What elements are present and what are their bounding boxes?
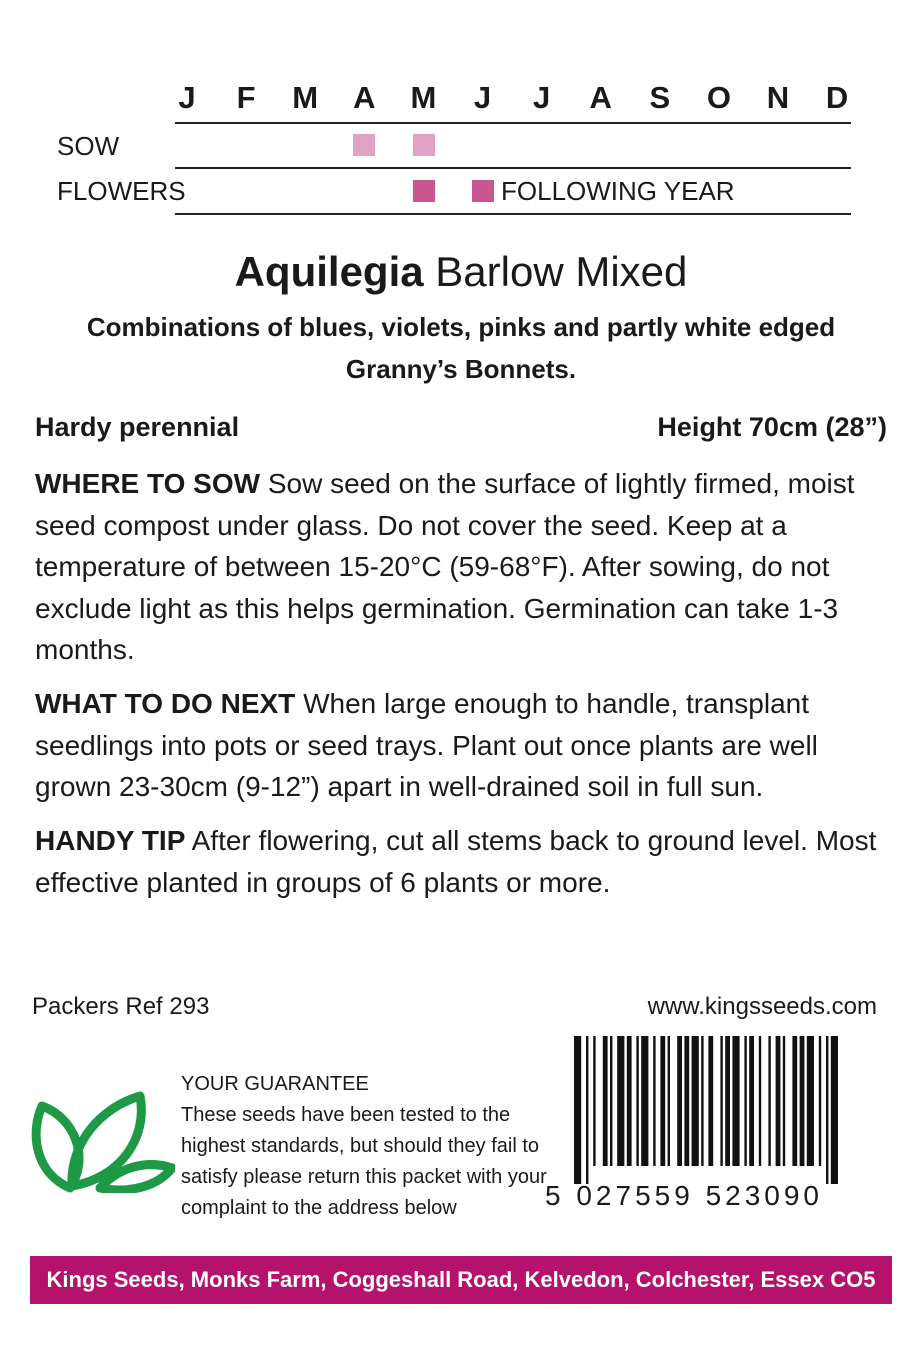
sow-marker-apr bbox=[353, 134, 375, 156]
month-label: N bbox=[766, 80, 790, 115]
month-label: O bbox=[706, 80, 731, 115]
barcode-bar bbox=[668, 1036, 670, 1166]
barcode-bar bbox=[586, 1036, 588, 1184]
section-text: Sow seed on the surface of lightly firmed, moist seed compost under glass. Do not cover the seed. Keep at a temperature of between 15-20°C (59-68°F). After sowing, do not exclude light as this helps germination. Germination can take 1-3 months. bbox=[35, 468, 855, 665]
handy-tip-section bbox=[35, 820, 880, 903]
flowers-row-label: FLOWERS bbox=[57, 176, 186, 206]
barcode-bar bbox=[792, 1036, 797, 1166]
barcode-bar bbox=[708, 1036, 713, 1166]
barcode bbox=[574, 1036, 876, 1184]
section-text: When large enough to handle, transplant seedlings into pots or seed trays. Plant out once plants are well grown 23-30cm (9-12”) apart in well-drained soil in full sun. bbox=[35, 688, 818, 802]
leaf-logo-icon bbox=[30, 1088, 175, 1193]
barcode-bar bbox=[610, 1036, 612, 1166]
barcode-bar bbox=[617, 1036, 624, 1166]
flowers-marker-may bbox=[413, 180, 435, 202]
guarantee-heading: YOUR GUARANTEE bbox=[181, 1073, 369, 1095]
barcode-bar bbox=[819, 1036, 821, 1166]
barcode-digits: 5 027559 523090 bbox=[545, 1180, 823, 1211]
plant-type: Hardy perennial bbox=[35, 412, 240, 442]
variety-name: Barlow Mixed bbox=[435, 248, 688, 295]
barcode-bar bbox=[641, 1036, 648, 1166]
barcode-bar bbox=[701, 1036, 703, 1166]
product-title bbox=[0, 248, 909, 296]
barcode-bar bbox=[692, 1036, 699, 1166]
product-description: Combinations of blues, violets, pinks and partly white edged Granny’s Bonnets. bbox=[86, 312, 836, 384]
month-label: M bbox=[410, 80, 437, 115]
section-heading: WHERE TO SOW bbox=[35, 468, 261, 499]
month-label: M bbox=[292, 80, 319, 115]
month-label: F bbox=[236, 80, 256, 115]
barcode-bar bbox=[744, 1036, 746, 1166]
month-label: S bbox=[649, 80, 671, 115]
packers-ref: Packers Ref 293 bbox=[32, 993, 210, 1020]
barcode-bar bbox=[749, 1036, 754, 1166]
genus-name: Aquilegia bbox=[234, 248, 424, 295]
month-label: J bbox=[473, 80, 492, 115]
barcode-bar bbox=[800, 1036, 805, 1166]
barcode-bar bbox=[636, 1036, 638, 1166]
sow-marker-may bbox=[413, 134, 435, 156]
month-label: A bbox=[589, 80, 612, 115]
barcode-bar bbox=[720, 1036, 722, 1166]
section-heading: WHAT TO DO NEXT bbox=[35, 688, 296, 719]
barcode-bar bbox=[776, 1036, 781, 1166]
calendar-rule bbox=[175, 122, 851, 124]
calendar-rule bbox=[175, 213, 851, 215]
barcode-bar bbox=[725, 1036, 730, 1166]
guarantee-text: These seeds have been tested to the highest standards, but should they fail to satisfy please return this packet with your complaint to the address below bbox=[181, 1104, 547, 1219]
calendar-rule bbox=[175, 167, 851, 169]
guarantee-block bbox=[181, 1069, 551, 1224]
barcode-bar bbox=[684, 1036, 689, 1166]
where-to-sow-section bbox=[35, 463, 880, 671]
sowing-calendar bbox=[0, 0, 909, 230]
month-label: D bbox=[825, 80, 849, 115]
barcode-bar bbox=[807, 1036, 814, 1166]
sow-row-label: SOW bbox=[57, 131, 120, 161]
month-label: A bbox=[353, 80, 376, 115]
section-heading: HANDY TIP bbox=[35, 825, 186, 856]
what-to-do-next-section bbox=[35, 683, 880, 808]
following-year-note: FOLLOWING YEAR bbox=[501, 176, 735, 206]
section-text: After flowering, cut all stems back to ground level. Most effective planted in groups of 6 plants or more. bbox=[35, 825, 877, 898]
flowers-marker-jun bbox=[472, 180, 494, 202]
barcode-bar bbox=[732, 1036, 739, 1166]
barcode-bar bbox=[677, 1036, 682, 1166]
barcode-bar bbox=[574, 1036, 581, 1184]
month-label: J bbox=[178, 80, 196, 115]
barcode-bar bbox=[603, 1036, 608, 1166]
address-footer: Kings Seeds, Monks Farm, Coggeshall Road, Kelvedon, Colchester, Essex CO5 9PG bbox=[30, 1256, 892, 1304]
barcode-bar bbox=[768, 1036, 770, 1166]
barcode-bar bbox=[826, 1036, 828, 1184]
barcode-bar bbox=[593, 1036, 595, 1166]
barcode-bar bbox=[627, 1036, 632, 1166]
website-link[interactable]: www.kingsseeds.com bbox=[647, 993, 877, 1020]
barcode-bar bbox=[831, 1036, 838, 1184]
barcode-bar bbox=[783, 1036, 785, 1166]
barcode-bar bbox=[660, 1036, 665, 1166]
barcode-bar bbox=[759, 1036, 761, 1166]
month-label: J bbox=[532, 80, 551, 115]
plant-height: Height 70cm (28”) bbox=[657, 412, 887, 442]
barcode-bar bbox=[653, 1036, 655, 1166]
